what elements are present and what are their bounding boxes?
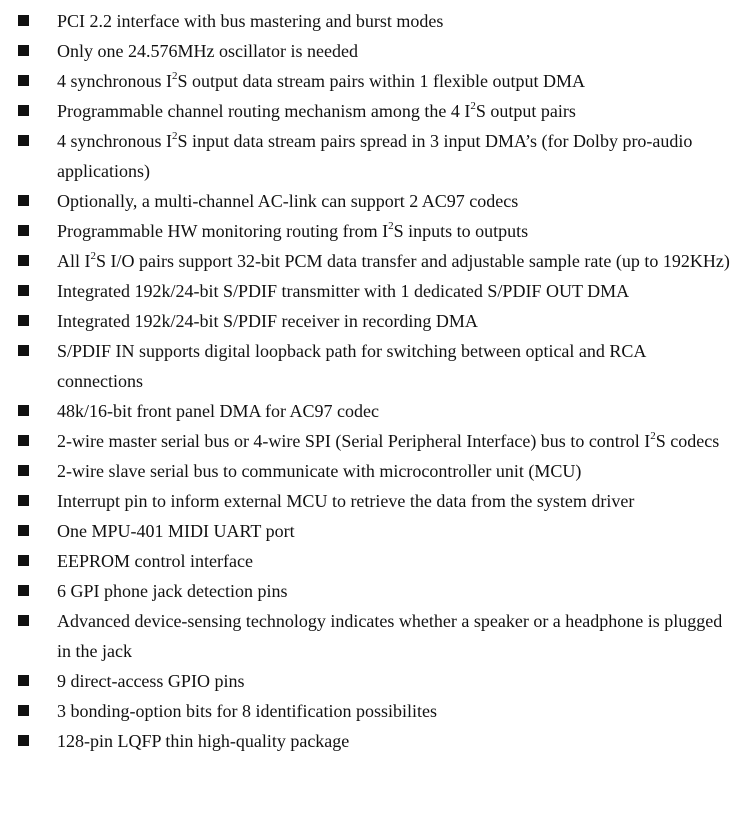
feature-text: Interrupt pin to inform external MCU to retrieve the data from the system driver [57, 491, 635, 511]
square-bullet-icon [18, 225, 29, 236]
list-item [0, 216, 740, 246]
square-bullet-icon [18, 435, 29, 446]
list-item [0, 186, 740, 216]
square-bullet-icon [18, 555, 29, 566]
feature-text: Programmable channel routing mechanism among the 4 $I^2S$ output pairs [57, 100, 576, 121]
list-item [0, 396, 740, 426]
square-bullet-icon [18, 735, 29, 746]
square-bullet-icon [18, 135, 29, 146]
list-item [0, 456, 740, 486]
feature-text: All $I^2S$ I/O pairs support 32-bit PCM data transfer and adjustable sample rate (up to 192KHz) [57, 250, 730, 271]
square-bullet-icon [18, 255, 29, 266]
feature-text: Integrated 192k/24-bit S/PDIF receiver in recording DMA [57, 311, 478, 331]
feature-text: Programmable HW monitoring routing from $I^2S$ inputs to outputs [57, 220, 529, 241]
square-bullet-icon [18, 45, 29, 56]
feature-text: Only one 24.576MHz oscillator is needed [57, 41, 358, 61]
square-bullet-icon [18, 195, 29, 206]
square-bullet-icon [18, 315, 29, 326]
feature-text: 2-wire slave serial bus to communicate with microcontroller unit (MCU) [57, 461, 582, 481]
list-item [0, 696, 740, 726]
feature-text: 6 GPI phone jack detection pins [57, 581, 288, 601]
list-item [0, 6, 740, 36]
list-item [0, 306, 740, 336]
list-item [0, 246, 740, 276]
square-bullet-icon [18, 495, 29, 506]
list-item [0, 546, 740, 576]
list-item [0, 126, 740, 186]
feature-text: Integrated 192k/24-bit S/PDIF transmitter with 1 dedicated S/PDIF OUT DMA [57, 281, 630, 301]
feature-text: 3 bonding-option bits for 8 identification possibilites [57, 701, 437, 721]
square-bullet-icon [18, 15, 29, 26]
list-item [0, 576, 740, 606]
square-bullet-icon [18, 105, 29, 116]
list-item [0, 66, 740, 96]
square-bullet-icon [18, 585, 29, 596]
square-bullet-icon [18, 405, 29, 416]
list-item [0, 726, 740, 756]
feature-list [0, 6, 740, 756]
square-bullet-icon [18, 345, 29, 356]
feature-text: PCI 2.2 interface with bus mastering and burst modes [57, 11, 444, 31]
square-bullet-icon [18, 675, 29, 686]
feature-text: One MPU-401 MIDI UART port [57, 521, 295, 541]
feature-text: 4 synchronous $I^2S$ output data stream pairs within 1 flexible output DMA [57, 70, 585, 91]
list-item [0, 606, 740, 666]
feature-text: 48k/16-bit front panel DMA for AC97 codec [57, 401, 379, 421]
feature-text: Advanced device-sensing technology indicates whether a speaker or a headphone is plugged in the jack [57, 611, 723, 661]
feature-text: 9 direct-access GPIO pins [57, 671, 245, 691]
square-bullet-icon [18, 285, 29, 296]
square-bullet-icon [18, 705, 29, 716]
feature-text: 128-pin LQFP thin high-quality package [57, 731, 350, 751]
list-item [0, 276, 740, 306]
list-item [0, 666, 740, 696]
feature-text: EEPROM control interface [57, 551, 253, 571]
list-item [0, 336, 740, 396]
list-item [0, 36, 740, 66]
feature-text: Optionally, a multi-channel AC-link can support 2 AC97 codecs [57, 191, 519, 211]
list-item [0, 486, 740, 516]
square-bullet-icon [18, 525, 29, 536]
list-item [0, 516, 740, 546]
square-bullet-icon [18, 465, 29, 476]
square-bullet-icon [18, 615, 29, 626]
list-item [0, 96, 740, 126]
square-bullet-icon [18, 75, 29, 86]
feature-text: S/PDIF IN supports digital loopback path for switching between optical and RCA connections [57, 341, 646, 391]
feature-text: 2-wire master serial bus or 4-wire SPI (Serial Peripheral Interface) bus to control $I^2S$ codecs [57, 430, 720, 451]
list-item [0, 426, 740, 456]
feature-text: 4 synchronous $I^2S$ input data stream pairs spread in 3 input DMA’s (for Dolby pro-audio applications) [57, 130, 693, 181]
